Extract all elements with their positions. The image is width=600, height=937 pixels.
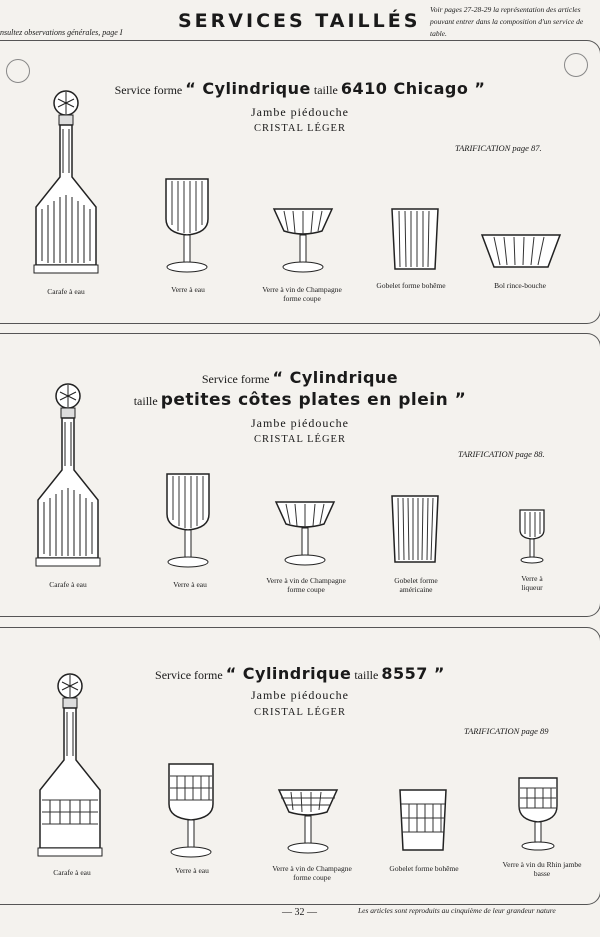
cristal-label: CRISTAL LÉGER [254, 707, 346, 718]
tarification-label: TARIFICATION page 88. [458, 449, 545, 459]
heading-cut: petites côtes plates en plein ” [160, 390, 467, 410]
heading-prefix: Service forme [155, 668, 223, 682]
heading-cut: 6410 Chicago ” [340, 79, 486, 98]
carafe-icon [30, 382, 106, 570]
item-caption: Gobelet forme bohême [389, 864, 459, 873]
section-3 [0, 627, 600, 905]
verre-a-eau-icon [163, 177, 211, 275]
item-caption: Bol rince-bouche [494, 281, 546, 290]
item-caption: Verre à eau [173, 580, 207, 589]
header-left-note: nsultez observations générales, page I [0, 28, 123, 37]
verre-liqueur-icon [518, 508, 546, 566]
footer-note: Les articles sont reproduits au cinquième de leur grandeur nature [358, 906, 556, 915]
item-caption: Verre à vin de Champagne forme coupe [262, 285, 342, 303]
coupe-champagne-icon [272, 207, 334, 275]
item-caption: Carafe à eau [47, 287, 85, 296]
verre-a-eau-icon [166, 762, 216, 860]
coupe-champagne-icon [277, 788, 339, 856]
page-title: SERVICES TAILLÉS [178, 10, 421, 32]
carafe-icon [28, 89, 104, 277]
item-caption: Carafe à eau [49, 580, 87, 589]
heading-mid: taille [313, 83, 338, 97]
item-caption: Verre à vin de Champagne forme coupe [272, 864, 352, 882]
bol-icon [480, 233, 562, 273]
tarification-label: TARIFICATION page 87. [455, 143, 542, 153]
item-caption: Verre à vin de Champagne forme coupe [266, 576, 346, 594]
heading-prefix: Service forme [114, 83, 183, 97]
heading-mid: taille [133, 394, 158, 408]
coupe-champagne-icon [274, 500, 336, 568]
item-caption: Carafe à eau [53, 868, 91, 877]
heading-name: “ Cylindrique [272, 368, 399, 387]
header-right-note: Voir pages 27-28-29 la représentation des articles pouvant entrer dans la composition d'un service de table. [430, 5, 584, 38]
heading-name: “ Cylindrique [225, 664, 352, 683]
heading-prefix: Service forme [201, 372, 270, 386]
verre-a-eau-icon [164, 472, 212, 570]
gobelet-icon [398, 788, 448, 854]
item-caption: Gobelet forme américaine [394, 576, 438, 594]
jambe-label: Jambe piédouche [251, 416, 349, 430]
item-caption: Verre à eau [171, 285, 205, 294]
section-1 [0, 40, 600, 324]
page-number: — 32 — [282, 907, 317, 918]
cristal-label: CRISTAL LÉGER [254, 123, 346, 134]
gobelet-icon [390, 207, 440, 273]
gobelet-icon [390, 494, 440, 566]
jambe-label: Jambe piédouche [251, 688, 349, 702]
item-caption: Verre à vin du Rhin jambe basse [502, 860, 582, 878]
heading-name: “ Cylindrique [185, 79, 311, 98]
item-caption: Verre à liqueur [521, 574, 543, 592]
stamp-icon [564, 53, 588, 77]
item-caption: Verre à eau [175, 866, 209, 875]
item-caption: Gobelet forme bohême [376, 281, 446, 290]
tarification-label: TARIFICATION page 89 [464, 726, 549, 736]
verre-rhin-icon [517, 776, 559, 854]
section-2 [0, 333, 600, 617]
jambe-label: Jambe piédouche [251, 105, 349, 119]
heading-cut: 8557 ” [381, 664, 445, 683]
carafe-icon [32, 672, 108, 860]
heading-mid: taille [354, 668, 379, 682]
cristal-label: CRISTAL LÉGER [254, 434, 346, 445]
